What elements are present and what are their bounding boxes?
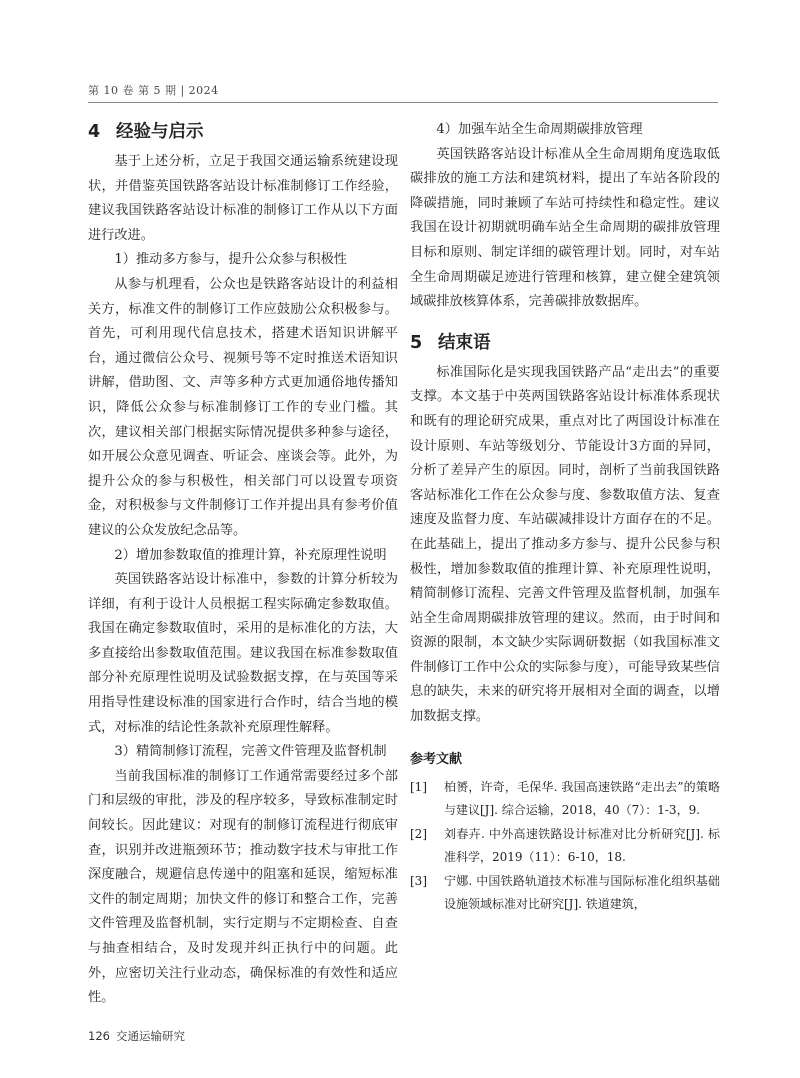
subsection-2-body: 英国铁路客站设计标准中，参数的计算分析较为详细，有利于设计人员根据工程实际确定参数取值。我国在确定参数取值时，采用的是标准化的方法，大多直接给出参数取值范围。建议我国在标准参数取值部分补充原理性说明及试验数据支撑，在与英国等采用指导性建设标准的国家进行合作时，结合当地的模式，对标准的结论性条款补充原理性解释。 — [88, 572, 398, 735]
page-footer — [88, 1028, 185, 1044]
header-rule — [88, 102, 718, 103]
reference-item — [410, 823, 720, 868]
section-4-title: 经验与启示 — [116, 122, 204, 142]
subsection-4-heading: 4）加强车站全生命周期碳排放管理 — [436, 122, 643, 137]
subsection-4-body: 英国铁路客站设计标准从全生命周期角度选取低碳排放的施工方法和建筑材料，提出了车站各阶段的降碳措施，同时兼顾了车站可持续性和稳定性。建议我国在设计初期就明确车站全生命周期的碳排放管理目标和原则、制定详细的碳管理计划。同时，对车站全生命周期碳足迹进行管理和核算，建立健全建筑领域碳排放核算体系，完善碳排放数据库。 — [410, 146, 720, 310]
reference-text: 刘春卉. 中外高速铁路设计标准对比分析研究[J]. 标准科学，2019（11）：6-10，18. — [444, 827, 720, 864]
reference-number: [2] — [410, 827, 427, 842]
references-title: 参考文献 — [410, 751, 463, 767]
journal-name: 交通运输研究 — [115, 1029, 185, 1043]
page-number: 126 — [88, 1029, 110, 1043]
reference-number: [3] — [410, 874, 427, 889]
section-4-intro: 基于上述分析，立足于我国交通运输系统建设现状，并借鉴英国铁路客站设计标准制修订工作经验，建议我国铁路客站设计标准的制修订工作从以下方面进行改进。 — [88, 154, 398, 243]
subsection-2-heading: 2）增加参数取值的推理计算，补充原理性说明 — [114, 547, 387, 563]
right-column — [410, 118, 720, 917]
section-4-heading — [88, 118, 398, 146]
section-5-number: 5 — [410, 332, 423, 353]
reference-item — [410, 870, 720, 915]
reference-text: 宁娜. 中国铁路轨道技术标准与国际标准化组织基础设施领域标准对比研究[J]. 铁道建筑， — [444, 874, 720, 911]
left-column — [88, 118, 398, 1011]
subsection-3-heading: 3）精简制修订流程，完善文件管理及监督机制 — [114, 744, 387, 760]
subsection-1-body: 从参与机理看，公众也是铁路客站设计的利益相关方，标准文件的制修订工作应鼓励公众积极参与。首先，可利用现代信息技术，搭建术语知识讲解平台，通过微信公众号、视频号等不定时推送术语知识讲解，借助图、文、声等多种方式更加通俗地传播知识，降低公众参与标准制修订工作的专业门槛。其次，建议相关部门根据实际情况提供多种参与途径，如开展公众意见调查、听证会、座谈会等。此外，为提升公众的参与积极性，相关部门可以设置专项资金，对积极参与文件制修订工作并提出具有参考价值建议的公众发放纪念品等。 — [88, 276, 398, 538]
running-header: 第 10 卷 第 5 期 | 2024 — [88, 84, 219, 97]
reference-item — [410, 776, 720, 821]
reference-text: 柏赟，许奇，毛保华. 我国高速铁路“走出去”的策略与建议[J]. 综合运输，2018，40（7）：1-3，9. — [444, 780, 720, 817]
section-5-title: 结束语 — [438, 332, 491, 353]
section-5-heading — [410, 329, 720, 357]
subsection-1-heading: 1）推动多方参与，提升公众参与积极性 — [114, 252, 347, 268]
section-4-number: 4 — [88, 122, 101, 142]
section-5-body: 标准国际化是实现我国铁路产品“走出去”的重要支撑。本文基于中英两国铁路客站设计标准体系现状和既有的理论研究成果，重点对比了两国设计标准在设计原则、车站等级划分、节能设计3方面的异同，分析了差异产生的原因。同时，剖析了当前我国铁路客站标准化工作在公众参与度、参数取值方法、复查速度及监督力度、车站碳减排设计方面存在的不足。在此基础上，提出了推动多方参与、提升公民参与积极性，增加参数取值的推理计算、补充原理性说明，精简制修订流程、完善文件管理及监督机制，加强车站全生命周期碳排放管理的建议。然而，由于时间和资源的限制，本文缺少实际调研数据（如我国标准文件制修订工作中公众的实际参与度），可能导致某些信息的缺失，未来的研究将开展相对全面的调查，以增加数据支撑。 — [410, 364, 720, 725]
subsection-3-body: 当前我国标准的制修订工作通常需要经过多个部门和层级的审批，涉及的程序较多，导致标准制定时间较长。因此建议：对现有的制修订流程进行彻底审查，识别并改进瓶颈环节；推动数字技术与审批工作深度融合，规避信息传递中的阻塞和延误，缩短标准文件的制定周期；加快文件的修订和整合工作，完善文件管理及监督机制，实行定期与不定期检查、自查与抽查相结合，及时发现并纠正执行中的问题。此外，应密切关注行业动态，确保标准的有效性和适应性。 — [88, 768, 398, 1006]
reference-number: [1] — [410, 780, 427, 795]
